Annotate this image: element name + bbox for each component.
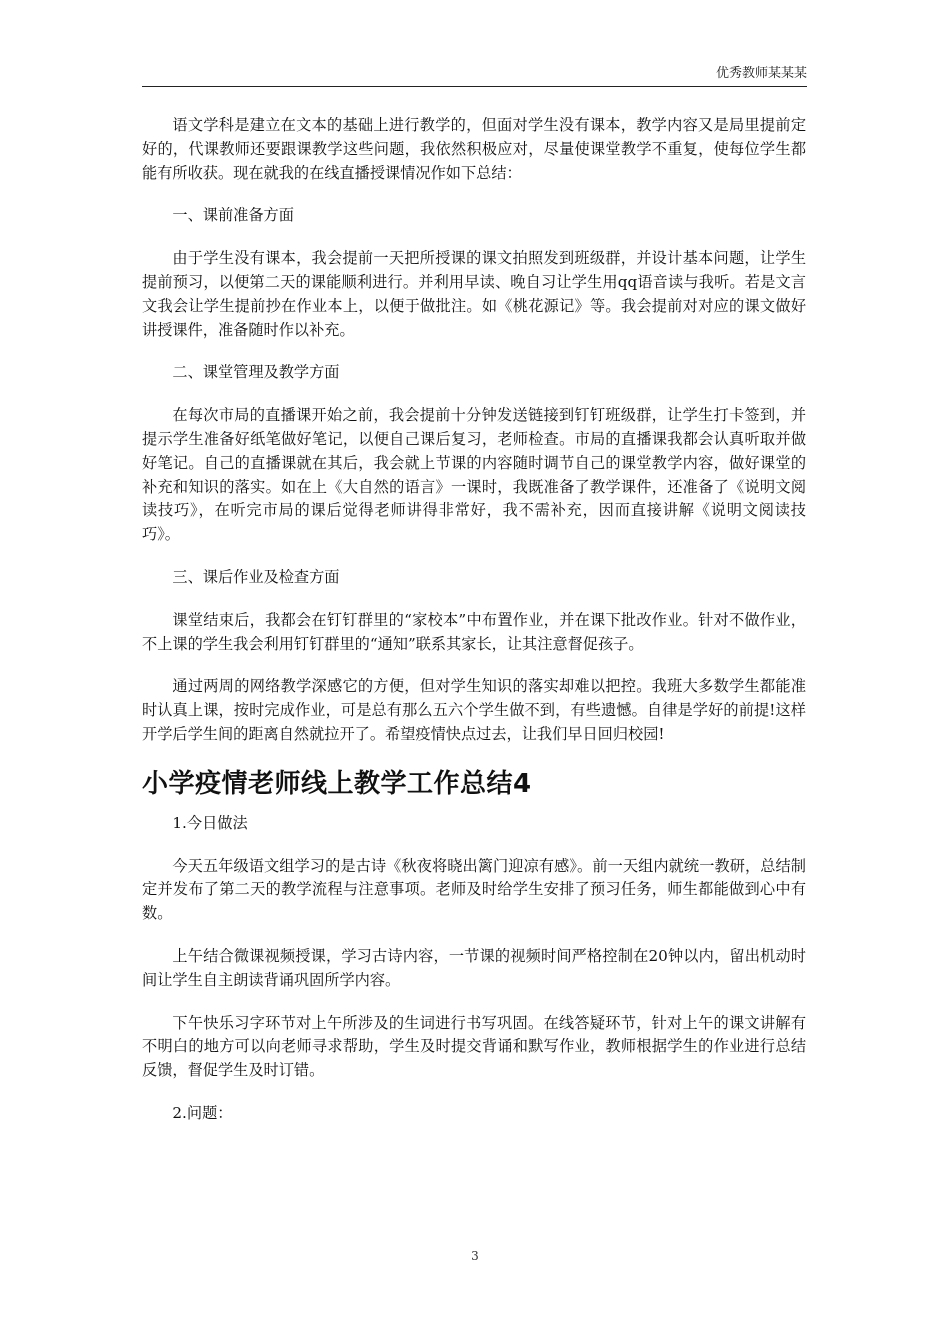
section4-title: 小学疫情老师线上教学工作总结4 xyxy=(142,768,532,799)
section4-para-afternoon: 下午快乐习字环节对上午所涉及的生词进行书写巩固。在线答疑环节，针对上午的课文讲解有不明白的地方可以向老师寻求帮助，学生及时提交背诵和默写作业，教师根据学生的作业进行总结反馈，督促学生及时订错。 xyxy=(142,1013,806,1080)
section4-heading-problems: 2.问题： xyxy=(172,1103,233,1122)
page-number: 3 xyxy=(471,1249,479,1263)
section3-para-prep: 由于学生没有课本，我会提前一天把所授课的课文拍照发到班级群，并设计基本问题，让学生提前预习，以便第二天的课能顺利进行。并利用早读、晚自习让学生用qq语音读与我听。若是文言文我会让学生提前抄在作业本上，以便于做批注。如《桃花源记》等。我会提前对对应的课文做好讲授课件，准备随时作以补充。 xyxy=(142,249,806,339)
section4-para-morning: 上午结合微课视频授课，学习古诗内容，一节课的视频时间严格控制在20钟以内，留出机动时间让学生自主朗读背诵巩固所学内容。 xyxy=(142,946,806,989)
section4-para-poem: 今天五年级语文组学习的是古诗《秋夜将晓出篱门迎凉有感》。前一天组内就统一教研，总结制定并发布了第二天的教学流程与注意事项。老师及时给学生安排了预习任务，师生都能做到心中有数。 xyxy=(142,856,806,923)
section3-para-classroom: 在每次市局的直播课开始之前，我会提前十分钟发送链接到钉钉班级群，让学生打卡签到，并提示学生准备好纸笔做好笔记，以便自己课后复习，老师检查。市局的直播课我都会认真听取并做好笔记。自己的直播课就在其后，我会就上节课的内容随时调节自己的课堂教学内容，做好课堂的补充和知识的落实。如在上《大自然的语言》一课时，我既准备了教学课件，还准备了《说明文阅读技巧》，在听完市局的课后觉得老师讲得非常好，我不需补充，因而直接讲解《说明文阅读技巧》。 xyxy=(142,406,806,544)
section3-para-conclusion: 通过两周的网络教学深感它的方便，但对学生知识的落实却难以把控。我班大多数学生都能准时认真上课，按时完成作业，可是总有那么五六个学生做不到，有些遗憾。自律是学好的前提!这样开学后学生间的距离自然就拉开了。希望疫情快点过去，让我们早日回归校园! xyxy=(142,677,806,743)
page-header xyxy=(142,66,807,87)
section3-heading-homework: 三、课后作业及检查方面 xyxy=(172,567,340,586)
section3-heading-prep: 一、课前准备方面 xyxy=(172,206,294,225)
section3-intro: 语文学科是建立在文本的基础上进行教学的，但面对学生没有课本，教学内容又是局里提前定好的，代课教师还要跟课教学这些问题，我依然积极应对，尽量使课堂教学不重复，使每位学生都能有所收获。现在就我的在线直播授课情况作如下总结： xyxy=(142,116,806,182)
section4-heading-today: 1.今日做法 xyxy=(172,813,248,832)
section3-heading-classroom: 二、课堂管理及教学方面 xyxy=(172,363,340,382)
header-author: 优秀教师某某某 xyxy=(715,66,807,81)
section3-para-homework: 课堂结束后，我都会在钉钉群里的“家校本”中布置作业，并在课下批改作业。针对不做作业，不上课的学生我会利用钉钉群里的“通知”联系其家长，让其注意督促孩子。 xyxy=(142,610,806,653)
page-content xyxy=(142,114,806,1145)
